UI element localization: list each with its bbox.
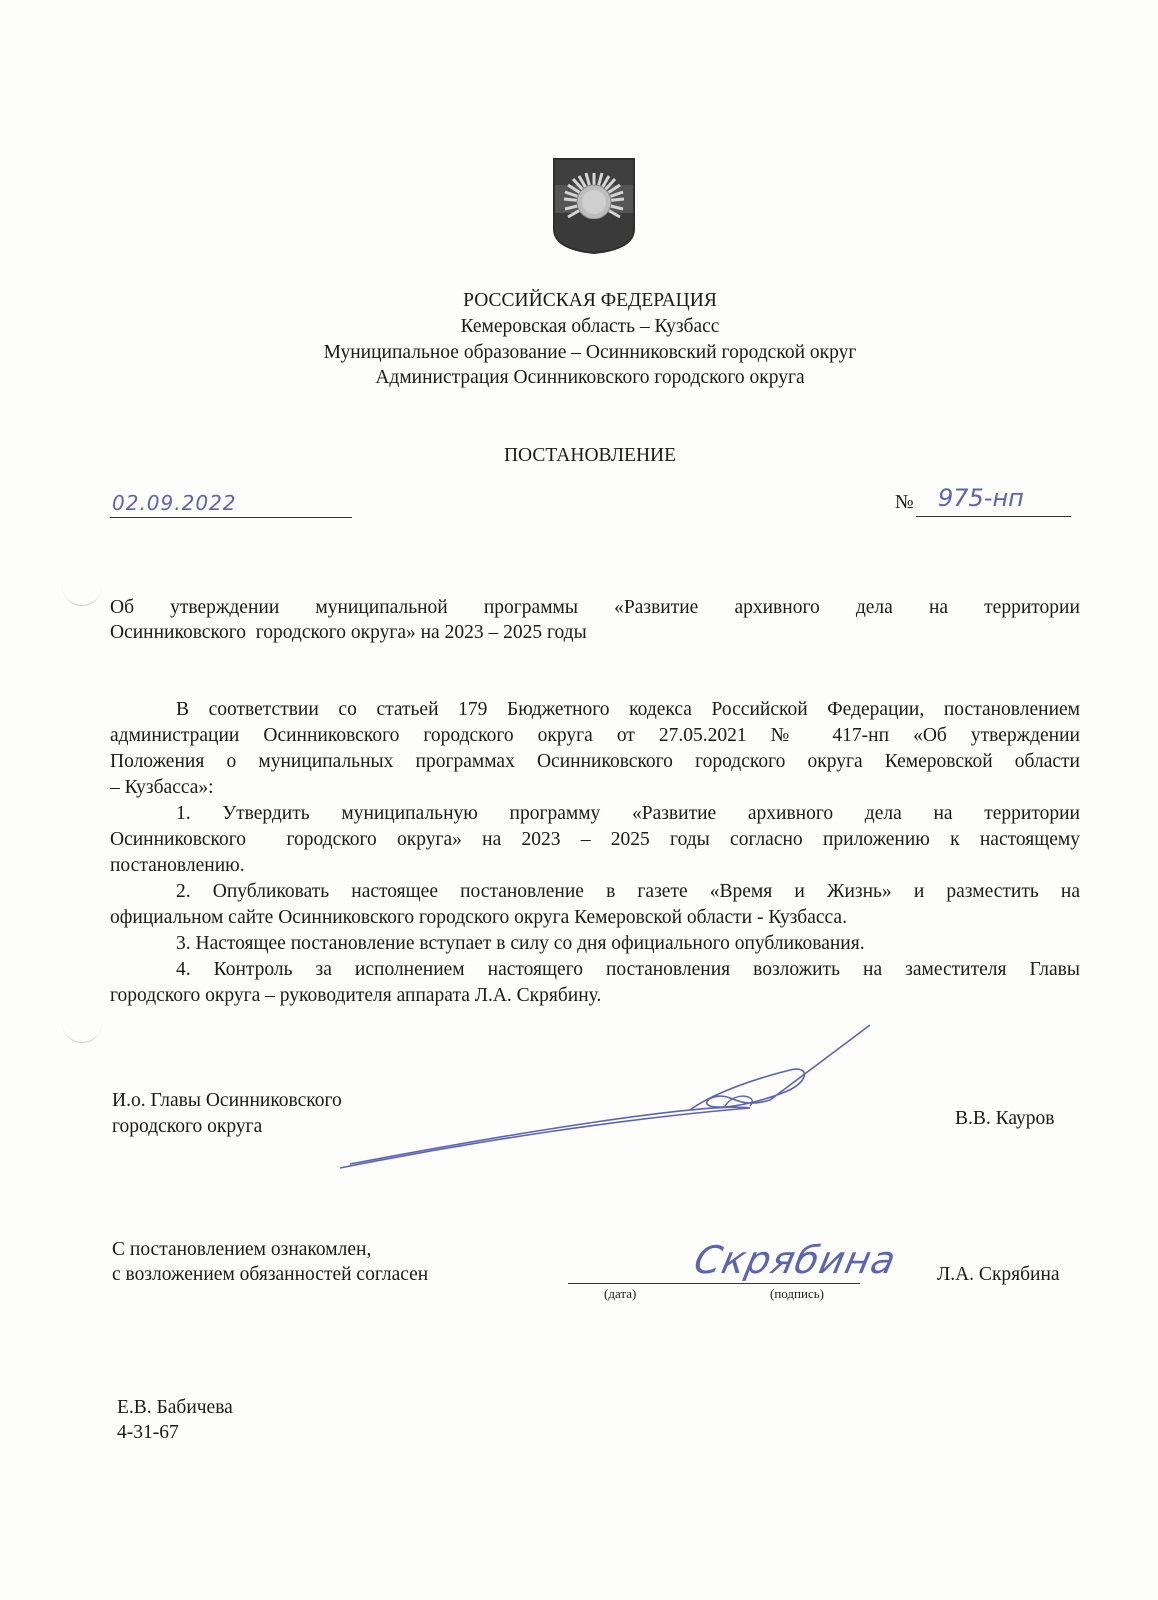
ack-line-1: С постановлением ознакомлен, [112,1239,372,1260]
ack-name: Л.А. Скрябина [937,1264,1060,1285]
subject-line-2: Осинниковского городского округа» на 2023 – 2025 годы [110,622,587,643]
item2-line-1: 2. Опубликовать настоящее постановление в газете «Время и Жизнь» и разместить на [176,881,1080,902]
subject-word: программы [483,597,578,618]
subject-word: муниципальной [315,597,448,618]
subject-word: Об [110,597,135,618]
item3-line: 3. Настоящее постановление вступает в силу со дня официального опубликования. [176,933,865,954]
subject-word: дела [855,597,893,618]
number-label: № [895,492,914,513]
item4-line-2: городского округа – руководителя аппарата Л.А. Скрябину. [110,985,602,1006]
intro-line-3: Положения о муниципальных программах Осинниковского городского округа Кемеровской области [110,751,1080,772]
item1-line-2: Осинниковского городского округа» на 2023 – 2025 годы согласно приложению к настоящему [110,829,1080,850]
handwritten-signature-kaurov [330,1020,890,1170]
handwritten-number: 975-нп [938,484,1024,512]
signatory-position-line-2: городского округа [112,1116,263,1137]
document-type-title: ПОСТАНОВЛЕНИЕ [503,445,677,466]
date-caption: (дата) [604,1286,637,1301]
date-field [110,491,352,518]
subject-word: территории [984,597,1080,618]
intro-line-4: – Кузбасса»: [110,777,214,798]
item2-line-2: официальном сайте Осинниковского городского округа Кемеровской области - Кузбасса. [110,907,847,928]
intro-line-1: В соответствии со статьей 179 Бюджетного кодекса Российской Федерации, постановлением [176,699,1080,720]
signature-caption: (подпись) [770,1286,824,1301]
ack-line-2: с возложением обязанностей согласен [112,1264,429,1285]
handwritten-signature-skryabina: Скрябина [690,1238,901,1282]
handwritten-date: 02.09.2022 [112,491,237,515]
header-region: Кемеровская область – Кузбасс [460,316,720,337]
header-administration: Администрация Осинниковского городского округа [375,367,805,388]
subject-word: на [928,597,949,618]
item1-line-1: 1. Утвердить муниципальную программу «Развитие архивного дела на территории [176,803,1080,824]
subject-word: «Развитие [614,597,699,618]
subject-word: утверждении [170,597,280,618]
item1-line-3: постановлению. [110,855,245,876]
intro-line-2: администрации Осинниковского городского округа от 27.05.2021 № 417-нп «Об утверждении [110,725,1080,746]
signatory-name: В.В. Кауров [955,1108,1055,1129]
executor-phone: 4-31-67 [117,1422,179,1443]
header-municipality: Муниципальное образование – Осинниковский городской округ [323,342,857,363]
item4-line-1: 4. Контроль за исполнением настоящего постановления возложить на заместителя Главы [176,959,1080,980]
ack-signature-underline [568,1283,860,1284]
subject-line-1 [110,597,1080,619]
signatory-position-line-1: И.о. Главы Осинниковского [112,1090,342,1111]
executor-name: Е.В. Бабичева [117,1397,233,1418]
punch-hole-mark [62,1020,102,1043]
header-country: РОССИЙСКАЯ ФЕДЕРАЦИЯ [463,290,717,311]
number-field [916,484,1071,517]
punch-hole-mark [62,583,102,606]
coat-of-arms-emblem [552,157,636,255]
subject-word: архивного [734,597,820,618]
